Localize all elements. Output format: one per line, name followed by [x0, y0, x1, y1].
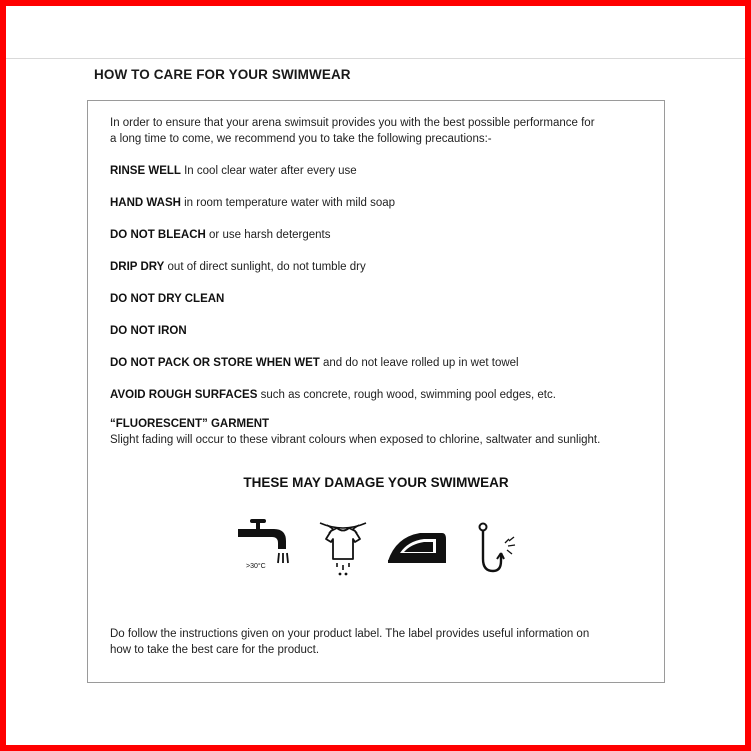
- rule-bold: AVOID ROUGH SURFACES: [110, 389, 258, 401]
- top-divider: [6, 58, 745, 59]
- rule-do-not-bleach: [110, 227, 655, 243]
- rule-do-not-iron: [110, 323, 655, 339]
- rule-drip-dry: [110, 259, 655, 275]
- fluorescent-description: Slight fading will occur to these vibrant colours when exposed to chlorine, saltwater and sunlight.: [110, 434, 601, 446]
- rule-text: in room temperature water with mild soap: [180, 197, 396, 209]
- rule-bold: DO NOT DRY CLEAN: [110, 293, 225, 305]
- fluorescent-title: “FLUORESCENT” GARMENT: [110, 418, 270, 430]
- rule-text: or use harsh detergents: [205, 229, 331, 241]
- rule-rinse-well: [110, 163, 655, 179]
- iron-icon: [386, 527, 448, 565]
- care-instructions-card: [87, 100, 665, 683]
- rule-bold: DO NOT PACK OR STORE WHEN WET: [110, 357, 320, 369]
- rule-bold: HAND WASH: [110, 197, 181, 209]
- footer-paragraph: [110, 626, 655, 658]
- intro-paragraph: [110, 115, 655, 147]
- rule-text: In cool clear water after every use: [180, 165, 357, 177]
- rule-text: and do not leave rolled up in wet towel: [319, 357, 519, 369]
- damage-heading: THESE MAY DAMAGE YOUR SWIMWEAR: [243, 475, 509, 490]
- rule-bold: DO NOT BLEACH: [110, 229, 206, 241]
- rule-avoid-rough-surfaces: [110, 387, 655, 403]
- hot-tap-icon: [236, 517, 296, 565]
- hook-icon: [471, 519, 521, 577]
- intro-line: a long time to come, we recommend you to take the following precautions:-: [110, 133, 492, 145]
- rule-text: such as concrete, rough wood, swimming pool edges, etc.: [257, 389, 556, 401]
- rule-do-not-pack: [110, 355, 655, 371]
- footer-line: Do follow the instructions given on your product label. The label provides useful information on: [110, 628, 590, 640]
- rule-bold: DRIP DRY: [110, 261, 165, 273]
- rule-hand-wash: [110, 195, 655, 211]
- rule-do-not-dry-clean: [110, 291, 655, 307]
- rule-text: out of direct sunlight, do not tumble dry: [164, 261, 366, 273]
- temperature-label: >30°C: [246, 563, 266, 570]
- drip-dry-shirt-icon: [318, 519, 368, 577]
- rule-bold: RINSE WELL: [110, 165, 181, 177]
- page-title: HOW TO CARE FOR YOUR SWIMWEAR: [94, 67, 351, 82]
- intro-line: In order to ensure that your arena swimsuit provides you with the best possible performance for: [110, 117, 595, 129]
- footer-line: how to take the best care for the product.: [110, 644, 320, 656]
- rule-bold: DO NOT IRON: [110, 325, 187, 337]
